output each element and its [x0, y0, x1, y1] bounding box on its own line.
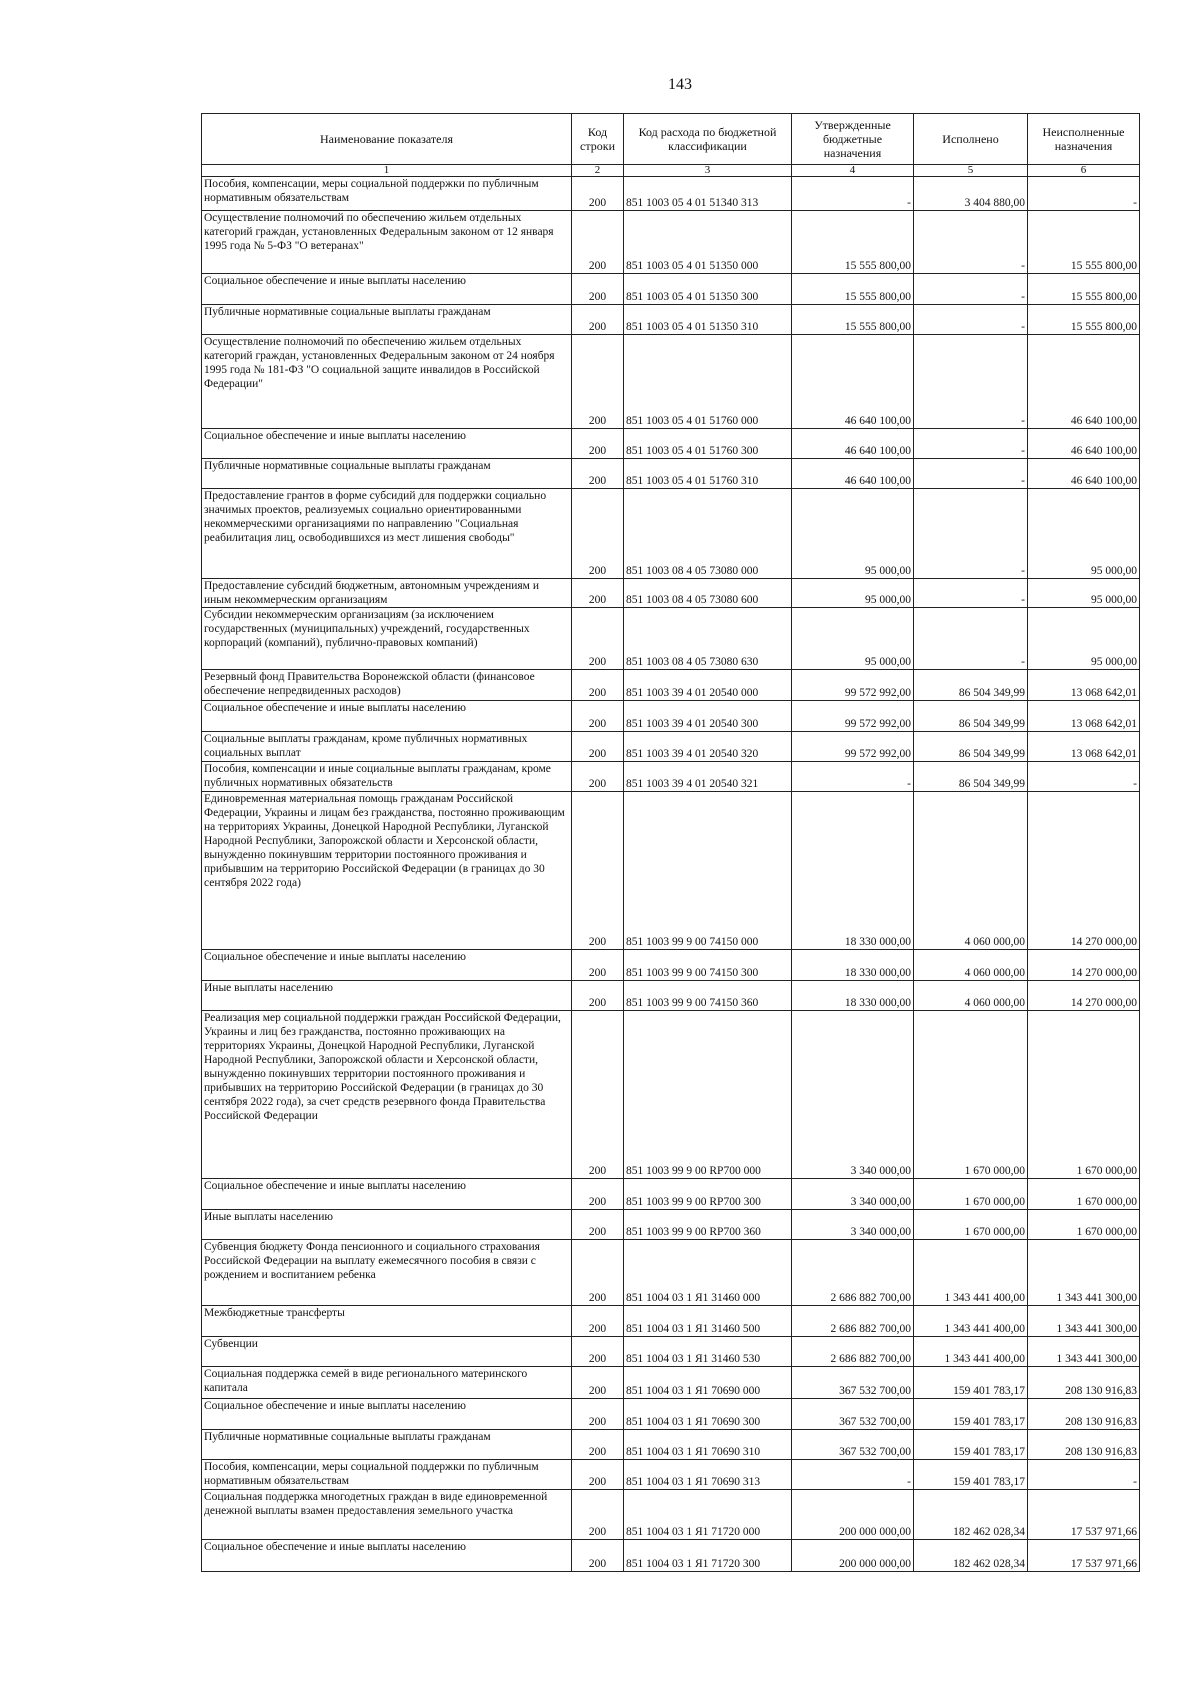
row-classification-code: 851 1003 39 4 01 20540 000: [624, 670, 792, 701]
row-classification-code: 851 1003 99 9 00 74150 000: [624, 792, 792, 950]
row-name: Социальное обеспечение и иные выплаты населению: [202, 1179, 572, 1210]
row-classification-code: 851 1003 08 4 05 73080 630: [624, 608, 792, 670]
row-classification-code: 851 1003 39 4 01 20540 321: [624, 762, 792, 792]
table-row: [202, 981, 1140, 1011]
table-row: [202, 1367, 1140, 1399]
row-approved: 95 000,00: [792, 608, 914, 670]
row-executed: -: [914, 489, 1028, 579]
row-executed: -: [914, 429, 1028, 459]
row-name: Социальное обеспечение и иные выплаты населению: [202, 701, 572, 732]
row-classification-code: 851 1004 03 1 Я1 70690 313: [624, 1460, 792, 1490]
row-unexecuted: 14 270 000,00: [1028, 792, 1140, 950]
row-line-code: 200: [572, 950, 624, 981]
row-unexecuted: 14 270 000,00: [1028, 981, 1140, 1011]
row-line-code: 200: [572, 459, 624, 489]
row-line-code: 200: [572, 1337, 624, 1367]
table-row: [202, 429, 1140, 459]
table-row: [202, 1306, 1140, 1337]
row-line-code: 200: [572, 701, 624, 732]
row-approved: 3 340 000,00: [792, 1011, 914, 1179]
row-line-code: 200: [572, 305, 624, 335]
row-approved: 18 330 000,00: [792, 981, 914, 1011]
table-row: [202, 762, 1140, 792]
row-line-code: 200: [572, 1490, 624, 1540]
table-row: [202, 1430, 1140, 1460]
row-executed: 1 343 441 400,00: [914, 1337, 1028, 1367]
row-executed: 4 060 000,00: [914, 792, 1028, 950]
table-row: [202, 177, 1140, 211]
row-approved: 18 330 000,00: [792, 950, 914, 981]
row-classification-code: 851 1003 05 4 01 51760 310: [624, 459, 792, 489]
table-row: [202, 1337, 1140, 1367]
row-name: Иные выплаты населению: [202, 981, 572, 1011]
row-line-code: 200: [572, 1430, 624, 1460]
row-approved: 367 532 700,00: [792, 1367, 914, 1399]
row-executed: 159 401 783,17: [914, 1430, 1028, 1460]
row-classification-code: 851 1003 05 4 01 51760 000: [624, 335, 792, 429]
table-row: [202, 732, 1140, 762]
row-name: Социальная поддержка семей в виде регионального материнского капитала: [202, 1367, 572, 1399]
row-approved: 367 532 700,00: [792, 1430, 914, 1460]
header-row: [202, 114, 1140, 165]
row-line-code: 200: [572, 579, 624, 608]
row-classification-code: 851 1004 03 1 Я1 31460 500: [624, 1306, 792, 1337]
row-unexecuted: 15 555 800,00: [1028, 305, 1140, 335]
row-approved: 18 330 000,00: [792, 792, 914, 950]
row-line-code: 200: [572, 981, 624, 1011]
row-approved: 2 686 882 700,00: [792, 1306, 914, 1337]
row-approved: 2 686 882 700,00: [792, 1240, 914, 1306]
row-name: Социальное обеспечение и иные выплаты населению: [202, 1399, 572, 1430]
row-executed: 1 670 000,00: [914, 1210, 1028, 1240]
row-approved: 200 000 000,00: [792, 1490, 914, 1540]
row-name: Пособия, компенсации и иные социальные выплаты гражданам, кроме публичных нормативных обязательств: [202, 762, 572, 792]
row-unexecuted: 1 343 441 300,00: [1028, 1306, 1140, 1337]
row-line-code: 200: [572, 489, 624, 579]
row-unexecuted: -: [1028, 1460, 1140, 1490]
row-executed: -: [914, 335, 1028, 429]
row-approved: 99 572 992,00: [792, 670, 914, 701]
row-line-code: 200: [572, 670, 624, 701]
row-unexecuted: 13 068 642,01: [1028, 701, 1140, 732]
table-row: [202, 1179, 1140, 1210]
row-executed: -: [914, 211, 1028, 274]
row-unexecuted: 46 640 100,00: [1028, 459, 1140, 489]
row-name: Резервный фонд Правительства Воронежской области (финансовое обеспечение непредвиденных расходов): [202, 670, 572, 701]
row-classification-code: 851 1004 03 1 Я1 71720 300: [624, 1540, 792, 1572]
table-row: [202, 670, 1140, 701]
header-name: Наименование показателя: [202, 114, 572, 165]
row-classification-code: 851 1004 03 1 Я1 70690 000: [624, 1367, 792, 1399]
table-row: [202, 211, 1140, 274]
table-row: [202, 1011, 1140, 1179]
row-name: Предоставление субсидий бюджетным, автономным учреждениям и иным некоммерческим организациям: [202, 579, 572, 608]
row-executed: 86 504 349,99: [914, 701, 1028, 732]
row-executed: 159 401 783,17: [914, 1399, 1028, 1430]
row-executed: -: [914, 608, 1028, 670]
row-unexecuted: 1 670 000,00: [1028, 1179, 1140, 1210]
row-name: Публичные нормативные социальные выплаты гражданам: [202, 1430, 572, 1460]
row-approved: 367 532 700,00: [792, 1399, 914, 1430]
row-name: Публичные нормативные социальные выплаты гражданам: [202, 305, 572, 335]
row-line-code: 200: [572, 792, 624, 950]
column-number: 1: [202, 165, 572, 177]
row-approved: -: [792, 762, 914, 792]
row-classification-code: 851 1003 05 4 01 51760 300: [624, 429, 792, 459]
row-unexecuted: 1 670 000,00: [1028, 1210, 1140, 1240]
row-unexecuted: 17 537 971,66: [1028, 1540, 1140, 1572]
row-classification-code: 851 1003 05 4 01 51350 000: [624, 211, 792, 274]
row-approved: 46 640 100,00: [792, 335, 914, 429]
column-number: 6: [1028, 165, 1140, 177]
header-classification-code: Код расхода по бюджетной классификации: [624, 114, 792, 165]
row-approved: 95 000,00: [792, 579, 914, 608]
table-body: [202, 177, 1140, 1572]
row-unexecuted: 1 343 441 300,00: [1028, 1337, 1140, 1367]
row-classification-code: 851 1003 08 4 05 73080 600: [624, 579, 792, 608]
row-unexecuted: 208 130 916,83: [1028, 1367, 1140, 1399]
page-number: 143: [668, 76, 692, 93]
row-executed: 159 401 783,17: [914, 1460, 1028, 1490]
table-row: [202, 459, 1140, 489]
table-row: [202, 792, 1140, 950]
table-row: [202, 1490, 1140, 1540]
row-classification-code: 851 1003 05 4 01 51350 300: [624, 274, 792, 305]
row-executed: -: [914, 274, 1028, 305]
row-name: Предоставление грантов в форме субсидий для поддержки социально значимых проектов, реализуемых социально ориентированными некоммерческими организациями по направлению "Социальная реабилитация лиц, освободившихся из мест лишения свободы": [202, 489, 572, 579]
row-line-code: 200: [572, 1460, 624, 1490]
column-number-row: [202, 165, 1140, 177]
row-classification-code: 851 1003 99 9 00 RP700 360: [624, 1210, 792, 1240]
table-row: [202, 1460, 1140, 1490]
table-row: [202, 1240, 1140, 1306]
table-row: [202, 1399, 1140, 1430]
row-executed: -: [914, 305, 1028, 335]
row-name: Социальное обеспечение и иные выплаты населению: [202, 274, 572, 305]
row-line-code: 200: [572, 429, 624, 459]
row-approved: 46 640 100,00: [792, 459, 914, 489]
table-row: [202, 579, 1140, 608]
row-line-code: 200: [572, 608, 624, 670]
row-approved: 3 340 000,00: [792, 1179, 914, 1210]
row-unexecuted: 15 555 800,00: [1028, 211, 1140, 274]
table-row: [202, 608, 1140, 670]
column-number: 3: [624, 165, 792, 177]
row-name: Субвенция бюджету Фонда пенсионного и социального страхования Российской Федерации на выплату ежемесячного пособия в связи с рождением и воспитанием ребенка: [202, 1240, 572, 1306]
table-row: [202, 701, 1140, 732]
table-row: [202, 274, 1140, 305]
row-approved: 46 640 100,00: [792, 429, 914, 459]
row-unexecuted: 95 000,00: [1028, 608, 1140, 670]
row-classification-code: 851 1003 99 9 00 RP700 000: [624, 1011, 792, 1179]
row-unexecuted: 14 270 000,00: [1028, 950, 1140, 981]
row-unexecuted: 13 068 642,01: [1028, 670, 1140, 701]
row-unexecuted: -: [1028, 177, 1140, 211]
row-unexecuted: 1 670 000,00: [1028, 1011, 1140, 1179]
row-classification-code: 851 1004 03 1 Я1 71720 000: [624, 1490, 792, 1540]
row-unexecuted: 1 343 441 300,00: [1028, 1240, 1140, 1306]
row-executed: 1 670 000,00: [914, 1179, 1028, 1210]
row-line-code: 200: [572, 1179, 624, 1210]
header-approved: Утвержденные бюджетные назначения: [792, 114, 914, 165]
row-unexecuted: 17 537 971,66: [1028, 1490, 1140, 1540]
row-line-code: 200: [572, 1399, 624, 1430]
row-approved: 95 000,00: [792, 489, 914, 579]
row-line-code: 200: [572, 177, 624, 211]
row-line-code: 200: [572, 1011, 624, 1179]
row-unexecuted: 46 640 100,00: [1028, 429, 1140, 459]
row-executed: 86 504 349,99: [914, 762, 1028, 792]
row-name: Социальная поддержка многодетных граждан в виде единовременной денежной выплаты взамен предоставления земельного участка: [202, 1490, 572, 1540]
table-row: [202, 1210, 1140, 1240]
row-unexecuted: 208 130 916,83: [1028, 1430, 1140, 1460]
row-classification-code: 851 1003 08 4 05 73080 000: [624, 489, 792, 579]
column-number: 2: [572, 165, 624, 177]
row-name: Межбюджетные трансферты: [202, 1306, 572, 1337]
row-line-code: 200: [572, 1210, 624, 1240]
row-approved: 2 686 882 700,00: [792, 1337, 914, 1367]
row-line-code: 200: [572, 1306, 624, 1337]
row-name: Осуществление полномочий по обеспечению жильем отдельных категорий граждан, установленных Федеральным законом от 24 ноября 1995 года № 181-ФЗ "О социальной защите инвалидов в Российской Федерации": [202, 335, 572, 429]
row-classification-code: 851 1003 99 9 00 74150 360: [624, 981, 792, 1011]
row-name: Осуществление полномочий по обеспечению жильем отдельных категорий граждан, установленных Федеральным законом от 12 января 1995 года № 5-ФЗ "О ветеранах": [202, 211, 572, 274]
row-name: Реализация мер социальной поддержки граждан Российской Федерации, Украины и лиц без гражданства, постоянно проживающих на территориях Украины, Донецкой Народной Республики, Луганской Народной Республики, Запорожской области и Херсонской области, вынужденно покинувших территории постоянного проживания и прибывших на территорию Российской Федерации (в границах до 30 сентября 2022 года), за счет средств резервного фонда Правительства Российской Федерации: [202, 1011, 572, 1179]
row-executed: -: [914, 579, 1028, 608]
row-executed: 182 462 028,34: [914, 1490, 1028, 1540]
row-classification-code: 851 1004 03 1 Я1 31460 530: [624, 1337, 792, 1367]
row-classification-code: 851 1003 99 9 00 74150 300: [624, 950, 792, 981]
row-approved: 3 340 000,00: [792, 1210, 914, 1240]
header-line-code: Код строки: [572, 114, 624, 165]
row-executed: 86 504 349,99: [914, 732, 1028, 762]
row-line-code: 200: [572, 274, 624, 305]
row-name: Субвенции: [202, 1337, 572, 1367]
row-line-code: 200: [572, 1540, 624, 1572]
header-executed: Исполнено: [914, 114, 1028, 165]
row-line-code: 200: [572, 762, 624, 792]
row-approved: 99 572 992,00: [792, 732, 914, 762]
row-line-code: 200: [572, 211, 624, 274]
row-executed: 4 060 000,00: [914, 981, 1028, 1011]
column-number: 5: [914, 165, 1028, 177]
row-name: Пособия, компенсации, меры социальной поддержки по публичным нормативным обязательствам: [202, 177, 572, 211]
row-unexecuted: 15 555 800,00: [1028, 274, 1140, 305]
row-line-code: 200: [572, 335, 624, 429]
table-row: [202, 489, 1140, 579]
row-name: Иные выплаты населению: [202, 1210, 572, 1240]
row-executed: -: [914, 459, 1028, 489]
row-name: Социальное обеспечение и иные выплаты населению: [202, 429, 572, 459]
row-line-code: 200: [572, 1240, 624, 1306]
row-executed: 182 462 028,34: [914, 1540, 1028, 1572]
row-classification-code: 851 1003 05 4 01 51340 313: [624, 177, 792, 211]
row-classification-code: 851 1004 03 1 Я1 70690 310: [624, 1430, 792, 1460]
row-executed: 4 060 000,00: [914, 950, 1028, 981]
column-number: 4: [792, 165, 914, 177]
row-classification-code: 851 1003 39 4 01 20540 300: [624, 701, 792, 732]
row-executed: 1 343 441 400,00: [914, 1240, 1028, 1306]
row-name: Социальное обеспечение и иные выплаты населению: [202, 1540, 572, 1572]
table-row: [202, 305, 1140, 335]
row-name: Социальное обеспечение и иные выплаты населению: [202, 950, 572, 981]
row-name: Публичные нормативные социальные выплаты гражданам: [202, 459, 572, 489]
row-line-code: 200: [572, 732, 624, 762]
row-executed: 3 404 880,00: [914, 177, 1028, 211]
row-name: Социальные выплаты гражданам, кроме публичных нормативных социальных выплат: [202, 732, 572, 762]
row-executed: 1 670 000,00: [914, 1011, 1028, 1179]
row-approved: 200 000 000,00: [792, 1540, 914, 1572]
row-classification-code: 851 1004 03 1 Я1 31460 000: [624, 1240, 792, 1306]
row-classification-code: 851 1004 03 1 Я1 70690 300: [624, 1399, 792, 1430]
row-unexecuted: 46 640 100,00: [1028, 335, 1140, 429]
row-line-code: 200: [572, 1367, 624, 1399]
row-executed: 1 343 441 400,00: [914, 1306, 1028, 1337]
row-approved: -: [792, 177, 914, 211]
row-executed: 86 504 349,99: [914, 670, 1028, 701]
row-approved: 99 572 992,00: [792, 701, 914, 732]
row-approved: 15 555 800,00: [792, 305, 914, 335]
row-unexecuted: 208 130 916,83: [1028, 1399, 1140, 1430]
row-approved: 15 555 800,00: [792, 211, 914, 274]
row-name: Пособия, компенсации, меры социальной поддержки по публичным нормативным обязательствам: [202, 1460, 572, 1490]
row-approved: -: [792, 1460, 914, 1490]
row-executed: 159 401 783,17: [914, 1367, 1028, 1399]
row-unexecuted: -: [1028, 762, 1140, 792]
table-row: [202, 1540, 1140, 1572]
budget-execution-table: [201, 113, 1140, 1572]
row-name: Субсидии некоммерческим организациям (за исключением государственных (муниципальных) учреждений, государственных корпораций (компаний), публично-правовых компаний): [202, 608, 572, 670]
table-row: [202, 335, 1140, 429]
row-classification-code: 851 1003 39 4 01 20540 320: [624, 732, 792, 762]
header-unexecuted: Неисполненные назначения: [1028, 114, 1140, 165]
row-unexecuted: 95 000,00: [1028, 489, 1140, 579]
table-row: [202, 950, 1140, 981]
row-name: Единовременная материальная помощь гражданам Российской Федерации, Украины и лицам без гражданства, постоянно проживающим на территориях Украины, Донецкой Народной Республики, Луганской Народной Республики, Запорожской области и Херсонской области, вынужденно покинувшим территории постоянного проживания и прибывшим на территорию Российской Федерации (в границах до 30 сентября 2022 года): [202, 792, 572, 950]
row-approved: 15 555 800,00: [792, 274, 914, 305]
row-classification-code: 851 1003 99 9 00 RP700 300: [624, 1179, 792, 1210]
row-classification-code: 851 1003 05 4 01 51350 310: [624, 305, 792, 335]
row-unexecuted: 95 000,00: [1028, 579, 1140, 608]
row-unexecuted: 13 068 642,01: [1028, 732, 1140, 762]
